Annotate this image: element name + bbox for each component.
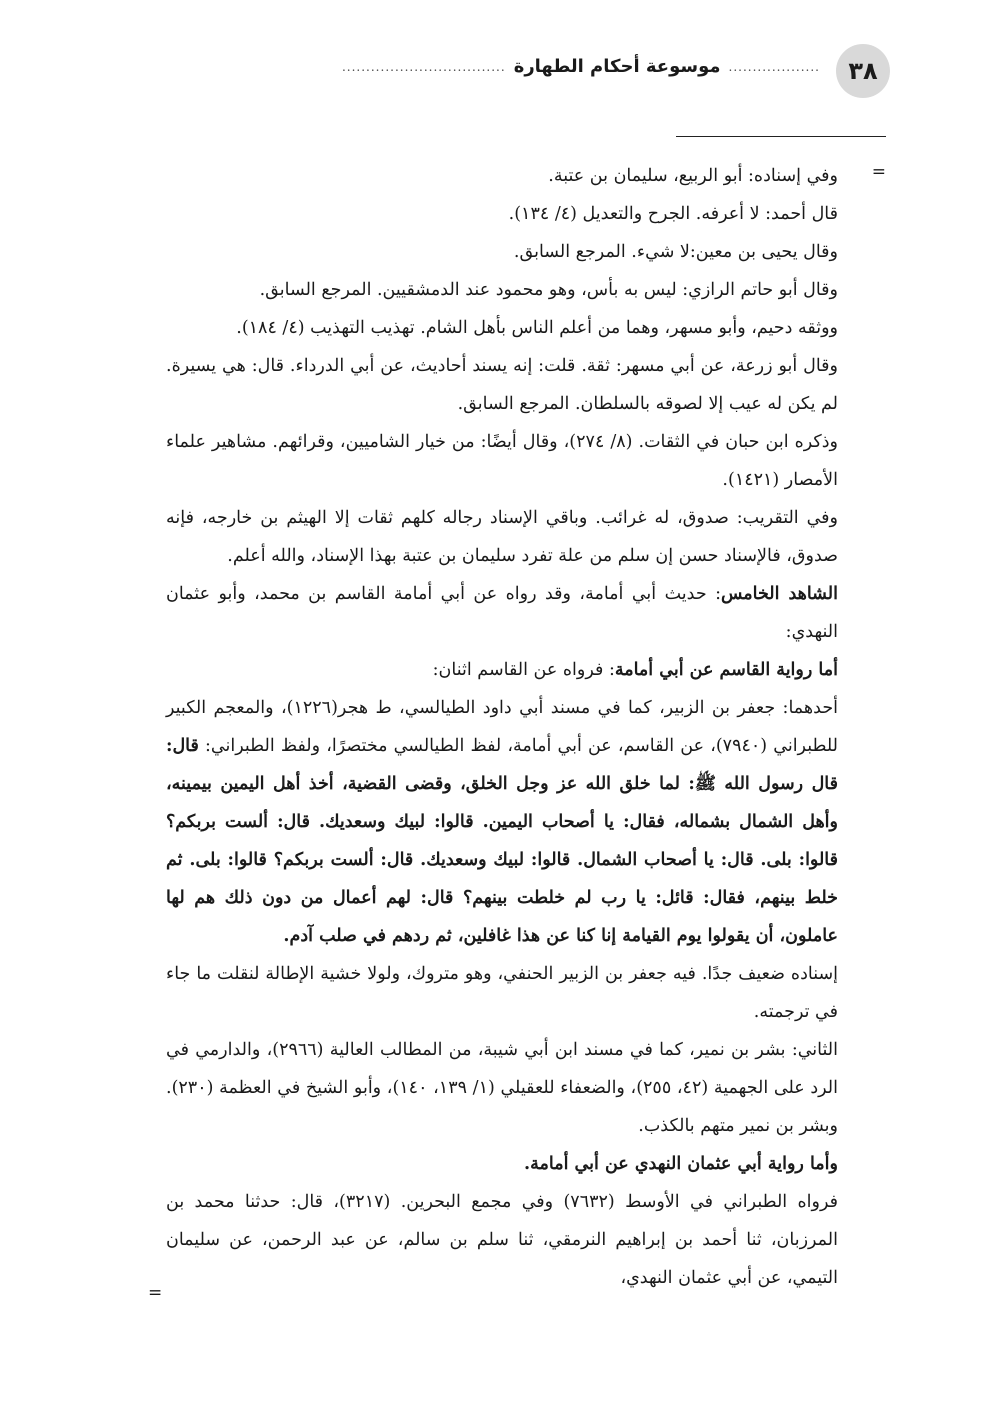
footnote-paragraph [166, 233, 838, 271]
book-title: موسوعة أحكام الطهارة [513, 56, 721, 77]
footnote-paragraph [166, 271, 838, 309]
header-dots-left: .................................. [341, 59, 506, 74]
footnote-paragraph [166, 195, 838, 233]
footnote-paragraph [166, 575, 838, 651]
text-segment: فرواه الطبراني في الأوسط (٧٦٣٢) وفي مجمع البحرين. (٣٢١٧)، قال: حدثنا محمد بن المرزبان، ثنا أحمد بن إبراهيم النرمقي، ثنا سلم بن سالم، عن عبد الرحمن، عن سليمان التيمي، عن أبي عثمان النهدي، [166, 1192, 839, 1288]
page-number-text: ٣٨ [848, 57, 878, 85]
footnote-paragraph [166, 347, 838, 423]
running-title [342, 56, 820, 77]
text-segment: وذكره ابن حبان في الثقات. (٨/ ٢٧٤)، وقال أيضًا: من خيار الشاميين، وقرائهم. مشاهير علماء الأمصار (١٤٢١). [166, 432, 838, 490]
bold-text-segment: قال: قال رسول الله ﷺ: لما خلق الله عز وجل الخلق، وقضى القضية، أخذ أهل اليمين بيمينه، وأهل الشمال بشماله، فقال: يا أصحاب اليمين. قالوا: لبيك وسعديك. قال: ألست بربكم؟ قالوا: بلى. قال: يا أصحاب الشمال. قالوا: لبيك وسعديك. قال: ألست بربكم؟ قالوا: بلى. ثم خلط بينهم، فقال: قائل: يا رب لم خلطت بينهم؟ قال: لهم أعمال من دون ذلك هم لها عاملون، أن يقولوا يوم القيامة إنا كنا عن هذا غافلين، ثم ردهم في صلب آدم. [166, 736, 838, 946]
footnote-paragraph [166, 309, 838, 347]
footnote-paragraph [166, 423, 838, 499]
footnote-paragraph [166, 651, 838, 689]
footnote-paragraph [166, 955, 838, 1031]
text-segment: الثاني: بشر بن نمير، كما في مسند ابن أبي شيبة، من المطالب العالية (٢٩٦٦)، والدارمي في الرد على الجهمية (٤٢، ٢٥٥)، والضعفاء للعقيلي (١/ ١٣٩، ١٤٠)، وأبو الشيخ في العظمة (٢٣٠). وبشر بن نمير متهم بالكذب. [166, 1040, 838, 1136]
text-segment: إسناده ضعيف جدًا. فيه جعفر بن الزبير الحنفي، وهو متروك، ولولا خشية الإطالة لنقلت ما جاء في ترجمته. [166, 964, 838, 1022]
bold-text-segment: وأما رواية أبي عثمان النهدي عن أبي أمامة. [524, 1154, 838, 1174]
text-segment: وقال أبو حاتم الرازي: ليس به بأس، وهو محمود عند الدمشقيين. المرجع السابق. [259, 280, 838, 300]
text-segment: أحدهما: جعفر بن الزبير، كما في مسند أبي داود الطيالسي، ط هجر(١٢٢٦)، والمعجم الكبير للطبراني (٧٩٤٠)، عن القاسم، عن أبي أمامة، لفظ الطيالسي مختصرًا، ولفظ الطبراني: [166, 698, 838, 756]
page-header [140, 44, 890, 100]
continuation-end-mark: = [148, 1283, 163, 1303]
text-segment: وفي إسناده: أبو الربيع، سليمان بن عتبة. [548, 166, 838, 186]
footnote-separator [676, 136, 886, 137]
footnote-paragraph [166, 1031, 838, 1145]
page-number [836, 44, 890, 98]
footnote-paragraph [166, 1145, 838, 1183]
header-dots-right: ................... [728, 59, 820, 74]
bold-text-segment: أما رواية القاسم عن أبي أمامة [614, 660, 838, 680]
bold-text-segment: الشاهد الخامس [720, 584, 838, 604]
text-segment: : حديث أبي أمامة، وقد رواه عن أبي أمامة القاسم بن محمد، وأبو عثمان النهدي: [166, 584, 838, 642]
footnote-paragraph [166, 689, 838, 955]
text-segment: وقال أبو زرعة، عن أبي مسهر: ثقة. قلت: إنه يسند أحاديث، عن أبي الدرداء. قال: هي يسيرة. لم يكن له عيب إلا لصوقه بالسلطان. المرجع السابق. [166, 356, 838, 414]
footnote-paragraph [166, 499, 838, 575]
footnote-paragraph [166, 157, 838, 195]
text-segment: وفي التقريب: صدوق، له غرائب. وباقي الإسناد رجاله كلهم ثقات إلا الهيثم بن خارجه، فإنه صدوق، فالإسناد حسن إن سلم من علة تفرد سليمان بن عتبة بهذا الإسناد، والله أعلم. [166, 508, 838, 566]
text-segment: قال أحمد: لا أعرفه. الجرح والتعديل (٤/ ١٣٤). [508, 204, 838, 224]
text-segment: ووثقه دحيم، وأبو مسهر، وهما من أعلم الناس بأهل الشام. تهذيب التهذيب (٤/ ١٨٤). [236, 318, 838, 338]
footnote-body [166, 157, 838, 1297]
footnote-paragraph [166, 1183, 838, 1297]
text-segment: وقال يحيى بن معين:لا شيء. المرجع السابق. [513, 242, 838, 262]
continuation-mark: = [871, 162, 886, 182]
text-segment: : فرواه عن القاسم اثنان: [432, 660, 615, 680]
